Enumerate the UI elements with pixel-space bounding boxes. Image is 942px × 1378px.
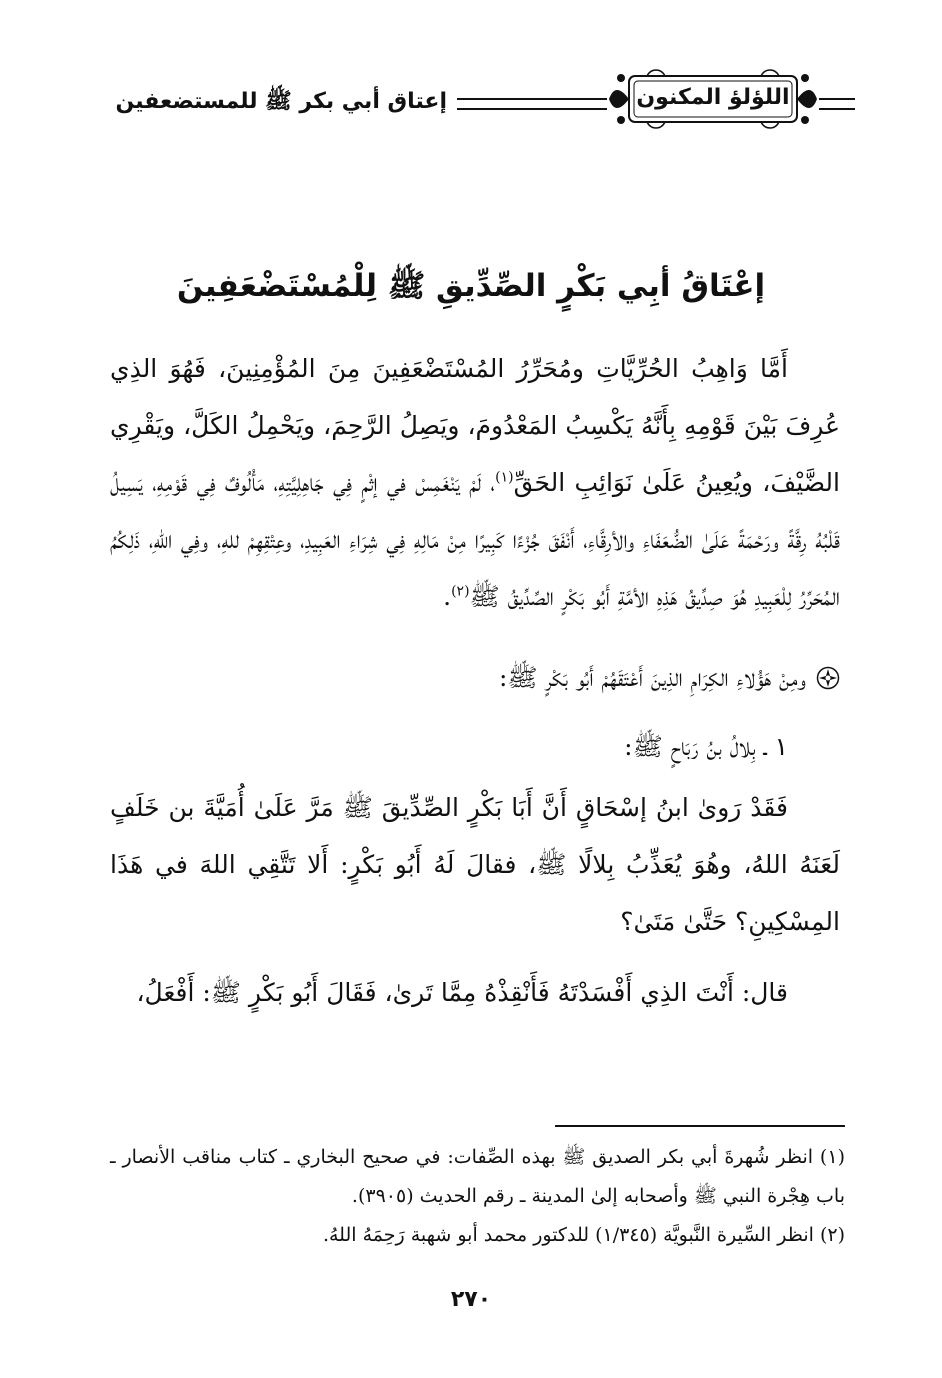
paragraph-narration: فَقَدْ رَوىٰ ابنُ إسْحَاقٍ أَنَّ أَبَا بَكْرٍ الصِّدِّيقَ ﷺ مَرَّ عَلَىٰ أُمَيَّةَ بن خَلَفٍ لَعَنَهُ اللهُ، وهُوَ يُعَذِّبُ بِلالًا ﷺ، فقالَ لَهُ أَبُو بَكْرٍ: أَلا تَتَّقِي اللهَ في هَذَا المِسْكِينِ؟ حَتَّىٰ مَتَىٰ؟	[110, 793, 840, 936]
paragraph-continuation: قال: أَنْتَ الذِي أَفْسَدْتَهُ فَأَنْقِذْهُ مِمَّا تَرىٰ، فَقَالَ أَبُو بَكْرٍ ﷺ: أَفْعَلُ،	[136, 978, 788, 1007]
list-item-heading: ١ ـ بِلالُ بنُ رَبَاحٍ ﷺ:	[624, 732, 788, 761]
paragraph-intro-part1: أَمَّا وَاهِبُ الحُرِّيَّاتِ ومُحَرِّرُ المُسْتَضْعَفِينَ مِنَ المُؤْمِنِينَ، فَهُوَ الذِي عُرِفَ بَيْنَ قَوْمِهِ بِأَنَّهُ يَكْسِبُ المَعْدُومَ، ويَصِلُ الرَّحِمَ، ويَحْمِلُ الكَلَّ، ويَقْرِي الضَّيْفَ، ويُعِينُ عَلَىٰ نَوَائِبِ الحَقِّ	[110, 354, 840, 497]
paragraph-intro-part2: ، لَمْ يَنْغَمِسْ في إثْمٍ فِي جَاهِلِيَّتِهِ، مَأْلُوفٌ فِي قَوْمِهِ، يَسِيلُ قَلْبُهُ رِقَّةً ورَحْمَةً عَلَىٰ الضُّعَفَاءِ والأرِقَّاءِ، أَنْفَقَ جُزْءًا كَبِيرًا مِنْ مَالِهِ فِي شِرَاءِ العَبِيدِ، وعِتْقِهِمْ للهِ، وفِي اللهِ، ذَلِكُمُ المُحَرِّرُ لِلْعَبِيدِ هُوَ صِدِّيقُ هَذِهِ الأمَّةِ أَبُو بَكْرٍ الصِّدِّيقُ ﷺ	[110, 468, 840, 611]
footnote-ref-1: (١)	[495, 469, 514, 486]
body-text	[110, 340, 840, 1021]
header-rule-middle	[457, 98, 607, 110]
footnote-separator	[555, 1125, 845, 1127]
section-heading: إعْتَاقُ أبِي بَكْرٍ الصِّدِّيقِ ﷺ لِلْمُسْتَضْعَفِينَ	[176, 268, 766, 304]
list-intro-text: ومِنْ هَؤُلاءِ الكِرَامِ الذِينَ أَعْتَقَهُمْ أَبُو بَكْرٍ ﷺ:	[498, 663, 806, 692]
footnotes	[110, 1138, 845, 1255]
footnote-2: (٢) انظر السِّيرة النَّبويَّة (١/٣٤٥) للدكتور محمد أبو شهبة رَحِمَهُ اللهُ.	[322, 1224, 845, 1246]
paragraph-intro	[110, 340, 840, 625]
list-intro-line	[110, 649, 840, 706]
flower-bullet-icon	[816, 666, 840, 690]
header-rule-right	[819, 98, 855, 110]
running-header	[95, 62, 855, 132]
book-title-cartouche	[607, 66, 819, 132]
paragraph-intro-end: .	[443, 582, 452, 611]
footnote-1: (١) انظر شُهرةَ أبي بكر الصديق ﷺ بهذه الصِّفات: في صحيح البخاري ـ كتاب مناقب الأنصار ـ باب هِجْرة النبي ﷺ وأصحابه إلىٰ المدينة ـ رقم الحديث (٣٩٠٥).	[110, 1146, 845, 1207]
page-number: ٢٧٠	[450, 1287, 492, 1312]
book-title: اللؤلؤ المكنون	[636, 85, 790, 110]
footnote-ref-2: (٢)	[451, 583, 470, 600]
chapter-title: إعتاق أبي بكر ﷺ للمستضعفين	[115, 89, 447, 114]
